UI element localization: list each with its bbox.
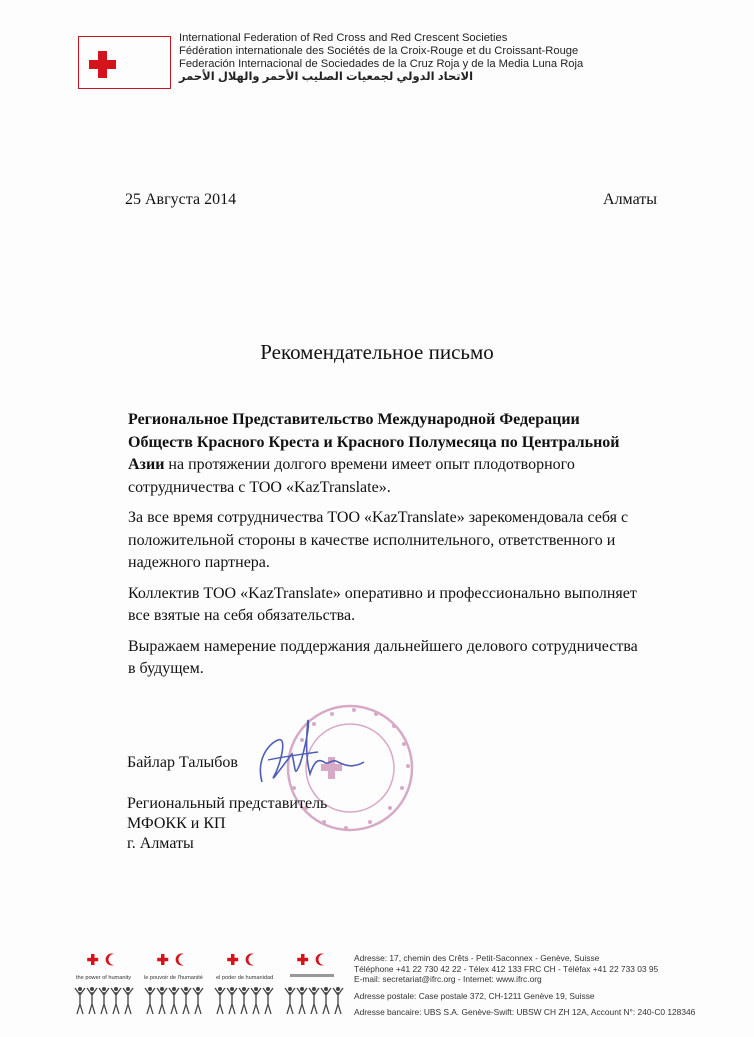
position-line-1: Региональный представитель (127, 795, 328, 812)
footer-contact-info (354, 953, 750, 1018)
position-line-3: г. Алматы (127, 835, 194, 852)
letter-body (128, 409, 648, 689)
paragraph-1-rest: на протяжении долгого времени имеет опыт плодотворного сотрудничества с ТОО «KazTranslate». (128, 456, 575, 496)
slogan-1: the power of humanity (76, 975, 132, 981)
footer-logo-2 (144, 954, 203, 982)
footer-logo-4 (290, 954, 334, 978)
footer-crescent-icon (176, 954, 184, 966)
org-name-en: International Federation of Red Cross and Red Crescent Societies (179, 32, 508, 44)
footer-email: E-mail: secretariat@ifrc.org - Internet: www.ifrc.org (354, 974, 542, 985)
footer-crescent-icon (106, 954, 114, 966)
footer-logo-1 (76, 954, 131, 982)
stamp-crescent-icon (354, 752, 370, 784)
paragraph-2: За все время сотрудничества ТОО «KazTranslate» зарекомендовала себя с положительной стороны в качестве исполнительного, ответственного и надежного партнера. (128, 509, 629, 571)
slogan-3: el poder de humanidad (216, 975, 274, 981)
footer-cross-icon (297, 954, 308, 965)
footer-cross-icon (227, 954, 238, 965)
position-line-2: МФОКК и КП (127, 815, 226, 832)
footer-logo-3 (216, 954, 273, 982)
org-name-fr: Fédération internationale des Sociétés de la Croix-Rouge et du Croissant-Rouge (179, 44, 579, 57)
footer-crescent-icon (316, 954, 324, 966)
slogan-2: le pouvoir de l'humanité (144, 975, 203, 981)
org-name-bold: Региональное Представительство Международной Федерации Обществ Красного Креста и Красного Полумесяца по Центральной Азии (128, 411, 620, 473)
paragraph-3: Коллектив ТОО «KazTranslate» оперативно и профессионально выполняет все взятые на себя обязательства. (128, 584, 637, 624)
signer-name: Байлар Талыбов (127, 754, 238, 771)
ifrc-logo (78, 36, 171, 89)
footer-cross-icon (157, 954, 168, 965)
paragraph-1 (128, 409, 648, 499)
people-figures-icon (75, 987, 343, 1014)
red-crescent-icon (134, 47, 152, 82)
red-cross-icon (89, 51, 116, 78)
stamp-cross-icon (321, 757, 342, 779)
org-name-es: Federación Internacional de Sociedades de la Cruz Roja y de la Media Luna Roja (179, 57, 584, 70)
footer-cross-icon (87, 954, 98, 965)
footer-logos (74, 952, 344, 1020)
footer-postal: Adresse postale: Case postale 372, CH-1211 Genève 19, Suisse (354, 990, 595, 1001)
footer-bank: Adresse bancaire: UBS S.A. Genève-Swift: UBSW CH ZH 12A, Account N°: 240-C0 128346 (354, 1007, 696, 1018)
paragraph-4: Выражаем намерение поддержания дальнейшего делового сотрудничества в будущем. (128, 637, 638, 677)
footer-phone: Téléphone +41 22 730 42 22 - Télex 412 133 FRC CH - Téléfax +41 22 733 03 95 (354, 963, 659, 974)
letter-city: Алматы (603, 191, 657, 208)
signature (260, 720, 364, 782)
letter-date: 25 Августа 2014 (125, 191, 237, 208)
letter-title: Рекомендательное письмо (260, 340, 494, 364)
signer-position (127, 794, 327, 854)
org-names (179, 32, 583, 84)
footer-crescent-icon (246, 954, 254, 966)
footer-address: Adresse: 17, chemin des Crêts - Petit-Saconnex - Genève, Suisse (354, 953, 600, 963)
org-name-ar: الاتحاد الدولي لجمعيات الصليب الأحمر والهلال الأحمر (179, 70, 474, 83)
